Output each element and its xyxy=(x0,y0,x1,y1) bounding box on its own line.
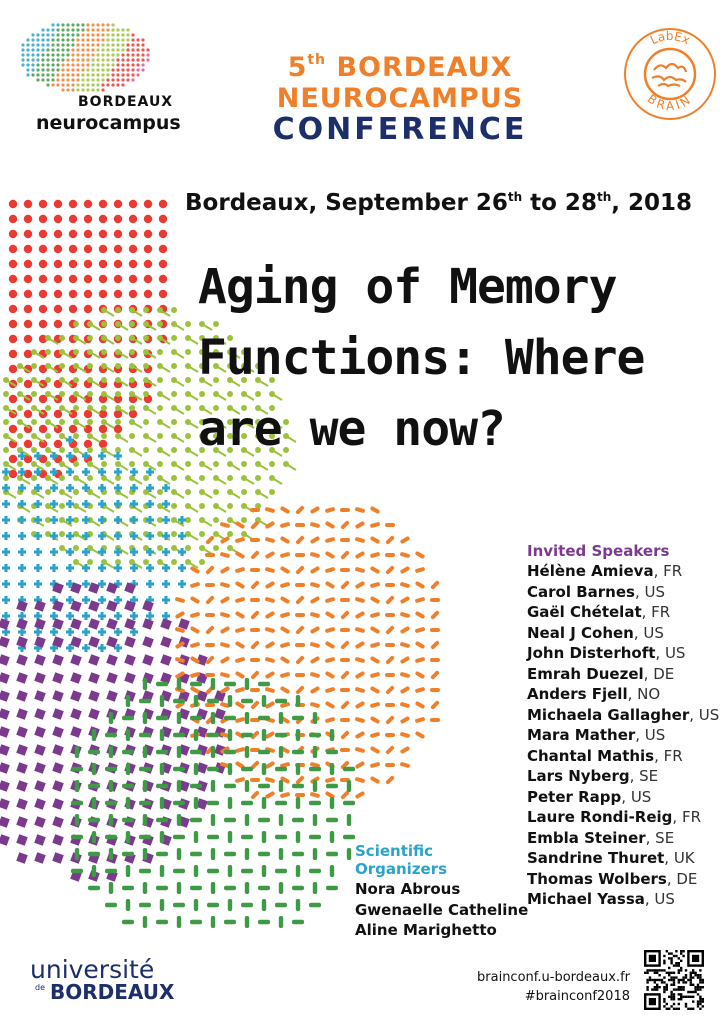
speaker-item xyxy=(527,664,727,685)
speaker-country: , US xyxy=(634,582,665,601)
speaker-name: Hélène Amieva xyxy=(527,562,654,580)
speaker-name: Embla Steiner xyxy=(527,828,646,847)
speaker-name: Michaela Gallagher xyxy=(527,705,690,724)
speaker-name: Michael Yassa xyxy=(527,890,645,908)
labex-brain-logo xyxy=(622,26,718,122)
speaker-country: , US xyxy=(635,726,666,744)
title-line3: are we now? xyxy=(198,401,505,457)
speaker-name: John Disterhoft xyxy=(527,644,656,662)
universite-bordeaux-logo xyxy=(30,955,200,1005)
organizer-item: Aline Marighetto xyxy=(355,921,497,939)
speaker-country: , FR xyxy=(641,603,671,621)
speaker-name: Emrah Duezel xyxy=(527,664,644,683)
speaker-name: Thomas Wolbers xyxy=(527,869,667,888)
speaker-country: , US xyxy=(644,890,675,908)
speaker-country: , US xyxy=(689,705,720,724)
speaker-name: Carol Barnes xyxy=(527,582,635,601)
neurocampus-dots-icon xyxy=(14,16,184,96)
conference-line1: 5th BORDEAUX NEUROCAMPUS xyxy=(276,52,524,114)
svg-text:BRAIN xyxy=(645,92,696,114)
speaker-name: Lars Nyberg xyxy=(527,767,630,785)
conference-date: Bordeaux, September 26th to 28th, 2018 xyxy=(185,190,692,216)
speaker-item xyxy=(527,828,727,849)
speaker-name: Anders Fjell xyxy=(527,685,628,703)
speaker-item xyxy=(527,582,727,603)
speaker-item xyxy=(527,746,727,767)
speaker-item xyxy=(527,705,727,726)
speaker-name: Peter Rapp xyxy=(527,787,622,806)
labex-bottom-text: BRAIN xyxy=(644,91,696,114)
speaker-item xyxy=(527,643,727,664)
conference-title xyxy=(170,52,630,147)
speaker-item xyxy=(527,623,727,644)
speaker-item xyxy=(527,869,727,890)
speaker-country: , FR xyxy=(672,808,701,826)
ub-line1: université xyxy=(30,955,155,984)
title-line1: Aging of Memory xyxy=(198,259,617,315)
footer-links xyxy=(470,968,630,1006)
speaker-country: , US xyxy=(633,623,664,642)
speakers-heading: Invited Speakers xyxy=(527,542,670,560)
speaker-list xyxy=(527,561,727,910)
title-line2: Functions: Where xyxy=(198,330,645,386)
ub-line3: BORDEAUX xyxy=(50,980,175,1004)
speaker-item xyxy=(527,725,727,746)
website-link[interactable]: brainconf.u-bordeaux.fr xyxy=(477,970,630,985)
labex-top-text: LabEx xyxy=(647,28,693,48)
speaker-item xyxy=(527,602,727,623)
organizer-item: Nora Abrous xyxy=(355,880,461,898)
speaker-item xyxy=(527,807,727,828)
speaker-country: , UK xyxy=(664,849,695,867)
ub-line2: de xyxy=(35,983,45,992)
hashtag: #brainconf2018 xyxy=(524,989,630,1004)
speaker-item xyxy=(527,787,727,808)
speaker-name: Chantal Mathis xyxy=(527,746,655,765)
logo-line2: neurocampus xyxy=(36,112,181,134)
organizer-list xyxy=(355,879,529,941)
main-title xyxy=(198,252,708,465)
speaker-country: , SE xyxy=(629,767,659,785)
speaker-name: Neal J Cohen xyxy=(527,623,634,642)
speaker-country: , US xyxy=(621,787,652,806)
speaker-country: , NO xyxy=(627,685,661,703)
invited-speakers xyxy=(527,542,727,910)
organizers-heading: Scientific Organizers xyxy=(355,842,448,878)
speaker-country: , DE xyxy=(643,664,675,683)
organizer-item: Gwenaelle Catheline xyxy=(355,900,529,919)
speaker-country: , US xyxy=(655,644,686,662)
qr-code-icon[interactable] xyxy=(644,950,704,1010)
conference-line2: CONFERENCE xyxy=(272,112,528,147)
logo-line1: BORDEAUX xyxy=(78,94,174,110)
speaker-country: , FR xyxy=(654,746,683,765)
speaker-name: Sandrine Thuret xyxy=(527,849,665,867)
speaker-item xyxy=(527,561,727,582)
speaker-item xyxy=(527,766,727,787)
speaker-item xyxy=(527,889,727,910)
speaker-country: , DE xyxy=(666,869,698,888)
speaker-country: , SE xyxy=(645,828,675,847)
scientific-organizers xyxy=(355,842,529,941)
speaker-name: Mara Mather xyxy=(527,726,636,744)
speaker-country: , FR xyxy=(653,562,683,580)
speaker-item xyxy=(527,848,727,869)
bordeaux-neurocampus-logo xyxy=(14,16,184,136)
speaker-item xyxy=(527,684,727,705)
speaker-name: Laure Rondi-Reig xyxy=(527,808,673,826)
speaker-name: Gaël Chételat xyxy=(527,603,642,621)
